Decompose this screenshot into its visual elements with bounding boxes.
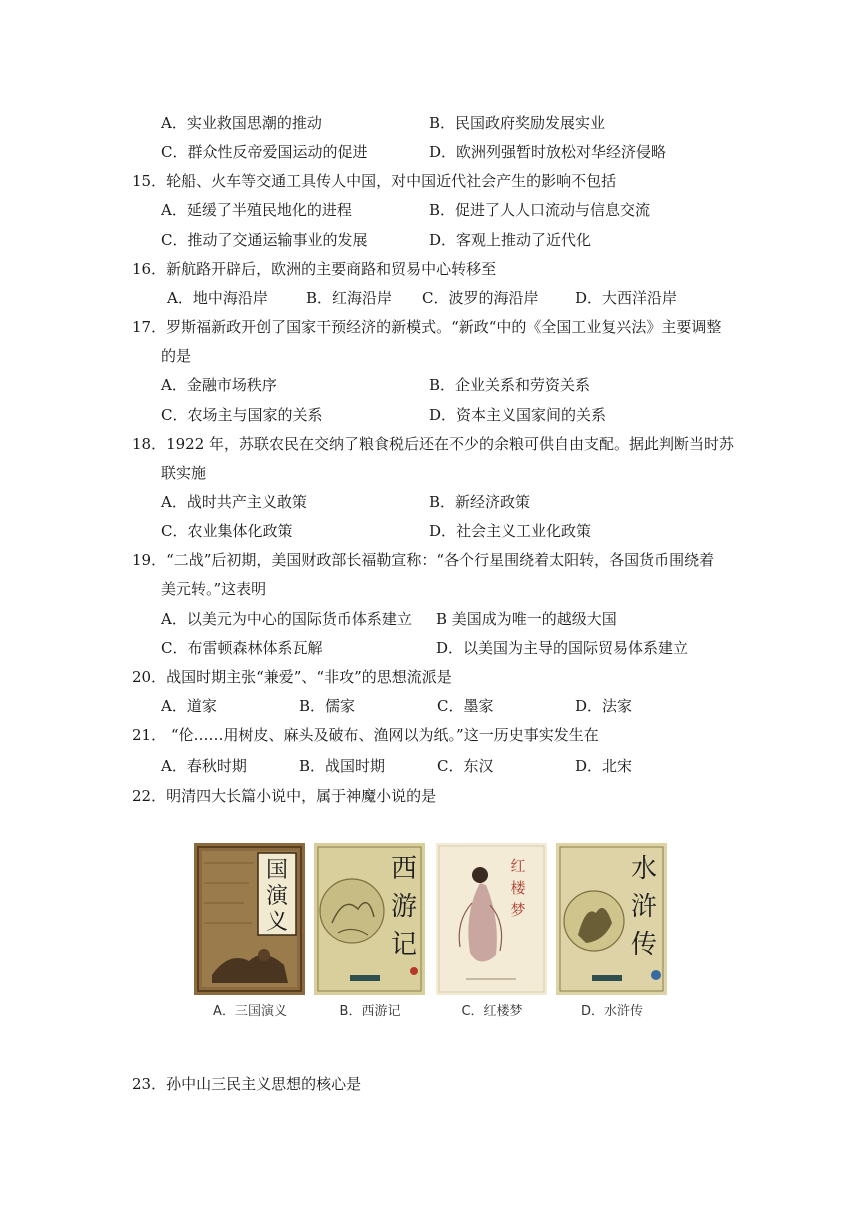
svg-text:传: 传 bbox=[630, 930, 658, 960]
question-20: 20．战国时期主张“兼爱”、“非攻”的思想流派是 bbox=[132, 668, 452, 686]
svg-text:演: 演 bbox=[265, 884, 289, 909]
question-19-cont: 美元转。”这表明 bbox=[161, 580, 267, 598]
q16-option-b: B．红海沿岸 bbox=[306, 289, 393, 307]
q15-option-d: D．客观上推动了近代化 bbox=[429, 231, 592, 249]
q21-option-c: C．东汉 bbox=[437, 757, 494, 775]
q16-option-a: A．地中海沿岸 bbox=[167, 289, 268, 307]
svg-text:梦: 梦 bbox=[510, 901, 526, 919]
q19-option-b: B 美国成为唯一的越级大国 bbox=[436, 610, 617, 628]
book-cover-honglou bbox=[436, 843, 547, 995]
q15-option-b: B．促进了人人口流动与信息交流 bbox=[429, 201, 651, 219]
book-cover-sanguo bbox=[194, 843, 305, 995]
question-19: 19．“二战”后初期，美国财政部长福勒宣称：“各个行星围绕着太阳转，各国货币围绕着 bbox=[132, 551, 715, 569]
svg-text:记: 记 bbox=[390, 930, 418, 960]
q18-option-b: B．新经济政策 bbox=[429, 493, 531, 511]
svg-text:义: 义 bbox=[265, 910, 289, 935]
q14-option-a: A．实业救国思潮的推动 bbox=[161, 114, 322, 132]
question-16: 16．新航路开辟后，欧洲的主要商路和贸易中心转移至 bbox=[132, 260, 497, 278]
q16-option-d: D．大西洋沿岸 bbox=[575, 289, 678, 307]
q19-option-c: C．布雷顿森林体系瓦解 bbox=[161, 639, 323, 657]
q20-option-b: B．儒家 bbox=[299, 697, 356, 715]
question-15: 15．轮船、火车等交通工具传人中国，对中国近代社会产生的影响不包括 bbox=[132, 172, 617, 190]
q17-option-b: B．企业关系和劳资关系 bbox=[429, 376, 591, 394]
q18-option-a: A．战时共产主义敢策 bbox=[161, 493, 307, 511]
q19-option-a: A．以美元为中心的国际货币体系建立 bbox=[161, 610, 412, 628]
q18-option-d: D．社会主义工业化政策 bbox=[429, 522, 592, 540]
question-17: 17．罗斯福新政开创了国家干预经济的新模式。“新政“中的《全国工业复兴法》主要调整 bbox=[132, 318, 722, 336]
q15-option-a: A．延缓了半殖民地化的进程 bbox=[161, 201, 352, 219]
q19-option-d: D．以美国为主导的国际贸易体系建立 bbox=[436, 639, 689, 657]
q17-option-c: C．农场主与国家的关系 bbox=[161, 406, 323, 424]
caption-honglou: C．红楼梦 bbox=[461, 1004, 523, 1019]
q20-option-a: A．道家 bbox=[161, 697, 217, 715]
q18-option-c: C．农业集体化政策 bbox=[161, 522, 293, 540]
q20-option-d: D．法家 bbox=[575, 697, 633, 715]
svg-text:国: 国 bbox=[265, 858, 289, 883]
question-22: 22．明清四大长篇小说中，属于神魔小说的是 bbox=[132, 787, 437, 805]
book-cover-xiyou bbox=[314, 843, 425, 995]
q21-option-a: A．春秋时期 bbox=[161, 757, 247, 775]
q15-option-c: C．推动了交通运输事业的发展 bbox=[161, 231, 368, 249]
svg-text:水: 水 bbox=[630, 854, 658, 884]
question-21: 21． “伦……用树皮、麻头及破布、渔网以为纸。”这一历史事实发生在 bbox=[132, 726, 599, 744]
svg-text:游: 游 bbox=[390, 892, 418, 922]
svg-text:西: 西 bbox=[390, 854, 418, 884]
book-covers-figure bbox=[194, 843, 670, 1029]
q14-option-d: D．欧洲列强暂时放松对华经济侵略 bbox=[429, 143, 667, 161]
caption-shuihu: D．水浒传 bbox=[580, 1004, 643, 1019]
question-18: 18．1922 年，苏联农民在交纳了粮食税后还在不少的余粮可供自由支配。据此判断当时苏 bbox=[132, 435, 735, 453]
question-18-cont: 联实施 bbox=[161, 464, 207, 482]
svg-text:楼: 楼 bbox=[510, 879, 526, 897]
caption-xiyou: B．西游记 bbox=[339, 1004, 401, 1019]
q21-option-b: B．战国时期 bbox=[299, 757, 386, 775]
q21-option-d: D．北宋 bbox=[575, 757, 633, 775]
q16-option-c: C．波罗的海沿岸 bbox=[422, 289, 539, 307]
q20-option-c: C．墨家 bbox=[437, 697, 494, 715]
svg-text:浒: 浒 bbox=[630, 892, 658, 922]
svg-text:红: 红 bbox=[510, 857, 526, 875]
question-23: 23．孙中山三民主义思想的核心是 bbox=[132, 1075, 362, 1093]
question-17-cont: 的是 bbox=[161, 347, 192, 365]
q17-option-a: A．金融市场秩序 bbox=[161, 376, 277, 394]
q14-option-b: B．民国政府奖励发展实业 bbox=[429, 114, 606, 132]
q14-option-c: C．群众性反帝爱国运动的促进 bbox=[161, 143, 368, 161]
q17-option-d: D．资本主义国家间的关系 bbox=[429, 406, 607, 424]
caption-sanguo: A．三国演义 bbox=[213, 1004, 287, 1019]
book-cover-shuihu bbox=[556, 843, 667, 995]
